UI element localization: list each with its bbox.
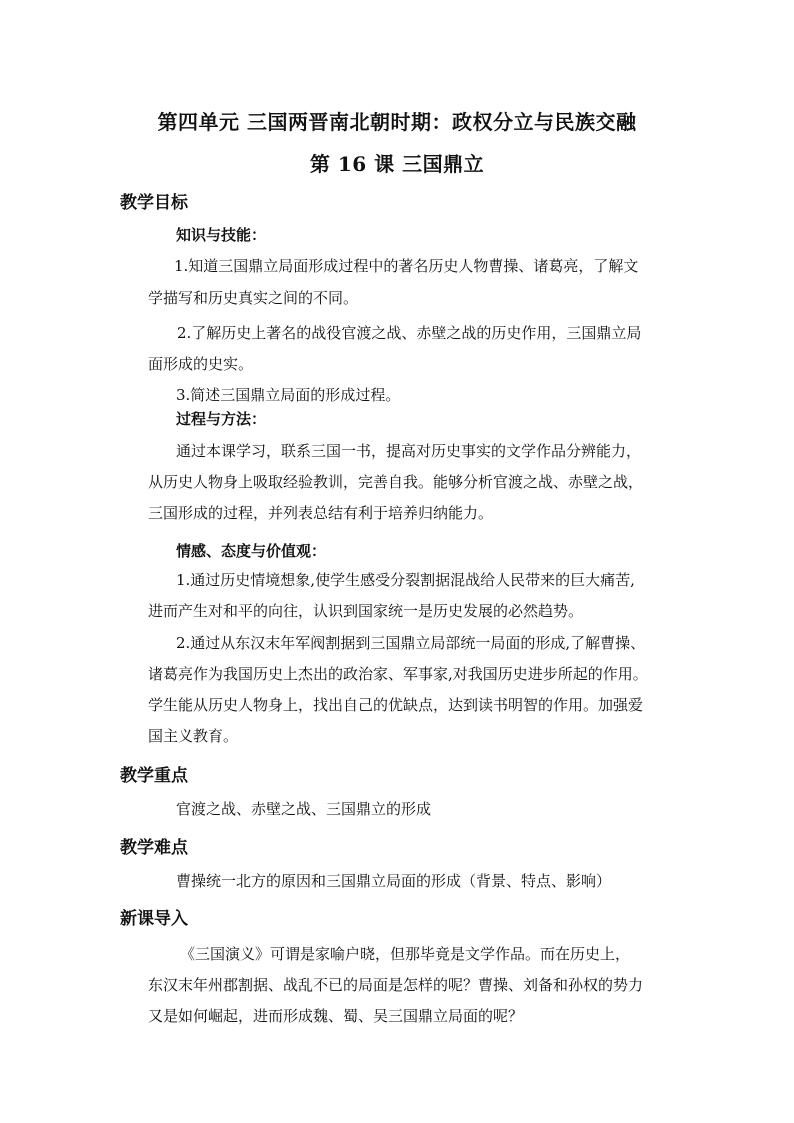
knowledge-item-2-line-1: 2.了解历史上著名的战役官渡之战、赤壁之战的历史作用，三国鼎立局	[177, 324, 642, 342]
introduction-line-2: 东汉末年州郡割据、战乱不已的局面是怎样的呢？曹操、刘备和孙权的势力	[148, 976, 644, 994]
knowledge-item-3: 3.简述三国鼎立局面的形成过程。	[176, 386, 401, 404]
introduction-line-3: 又是如何崛起，进而形成魏、蜀、吴三国鼎立局面的呢？	[148, 1007, 524, 1025]
emotion-item-1-line-1: 1.通过历史情境想象,使学生感受分裂割据混战给人民带来的巨大痛苦,	[176, 571, 635, 589]
unit-title: 第四单元 三国两晋南北朝时期：政权分立与民族交融	[157, 110, 637, 134]
process-line-2: 从历史人物身上吸取经验教训，完善自我。能够分析官渡之战、赤壁之战，	[148, 473, 644, 491]
process-line-3: 三国形成的过程，并列表总结有利于培养归纳能力。	[148, 504, 494, 522]
knowledge-item-2-line-2: 面形成的史实。	[148, 355, 254, 373]
difficulties-text: 曹操统一北方的原因和三国鼎立局面的形成（背景、特点、影响）	[176, 872, 612, 890]
emotion-item-1-line-2: 进而产生对和平的向往，认识到国家统一是历史发展的必然趋势。	[148, 602, 584, 620]
subheading-emotion: 情感、态度与价值观：	[176, 542, 327, 560]
knowledge-item-1-line-1: 1.知道三国鼎立局面形成过程中的著名历史人物曹操、诸葛亮，了解文	[174, 257, 639, 275]
knowledge-item-1-line-2: 学描写和历史真实之间的不同。	[148, 289, 359, 307]
process-line-1: 通过本课学习，联系三国一书，提高对历史事实的文学作品分辨能力，	[176, 442, 642, 460]
key-points-text: 官渡之战、赤壁之战、三国鼎立的形成	[176, 800, 432, 818]
section-heading-key-points: 教学重点	[120, 766, 188, 786]
section-heading-introduction: 新课导入	[120, 909, 188, 929]
section-heading-objectives: 教学目标	[120, 193, 188, 213]
section-heading-difficulties: 教学难点	[120, 838, 188, 858]
emotion-item-2-line-4: 国主义教育。	[148, 727, 239, 745]
lesson-title: 第 16 课 三国鼎立	[309, 152, 485, 176]
emotion-item-2-line-1: 2.通过从东汉末年军阀割据到三国鼎立局部统一局面的形成,了解曹操、	[176, 634, 646, 652]
emotion-item-2-line-3: 学生能从历史人物身上，找出自己的优缺点，达到读书明智的作用。加强爱	[148, 696, 644, 714]
introduction-line-1: 《三国演义》可谓是家喻户晓，但那毕竟是文学作品。而在历史上，	[180, 945, 631, 963]
emotion-item-2-line-2: 诸葛亮作为我国历史上杰出的政治家、军事家,对我国历史进步所起的作用。	[148, 665, 648, 683]
subheading-process: 过程与方法：	[176, 410, 267, 428]
subheading-knowledge: 知识与技能：	[176, 226, 267, 244]
